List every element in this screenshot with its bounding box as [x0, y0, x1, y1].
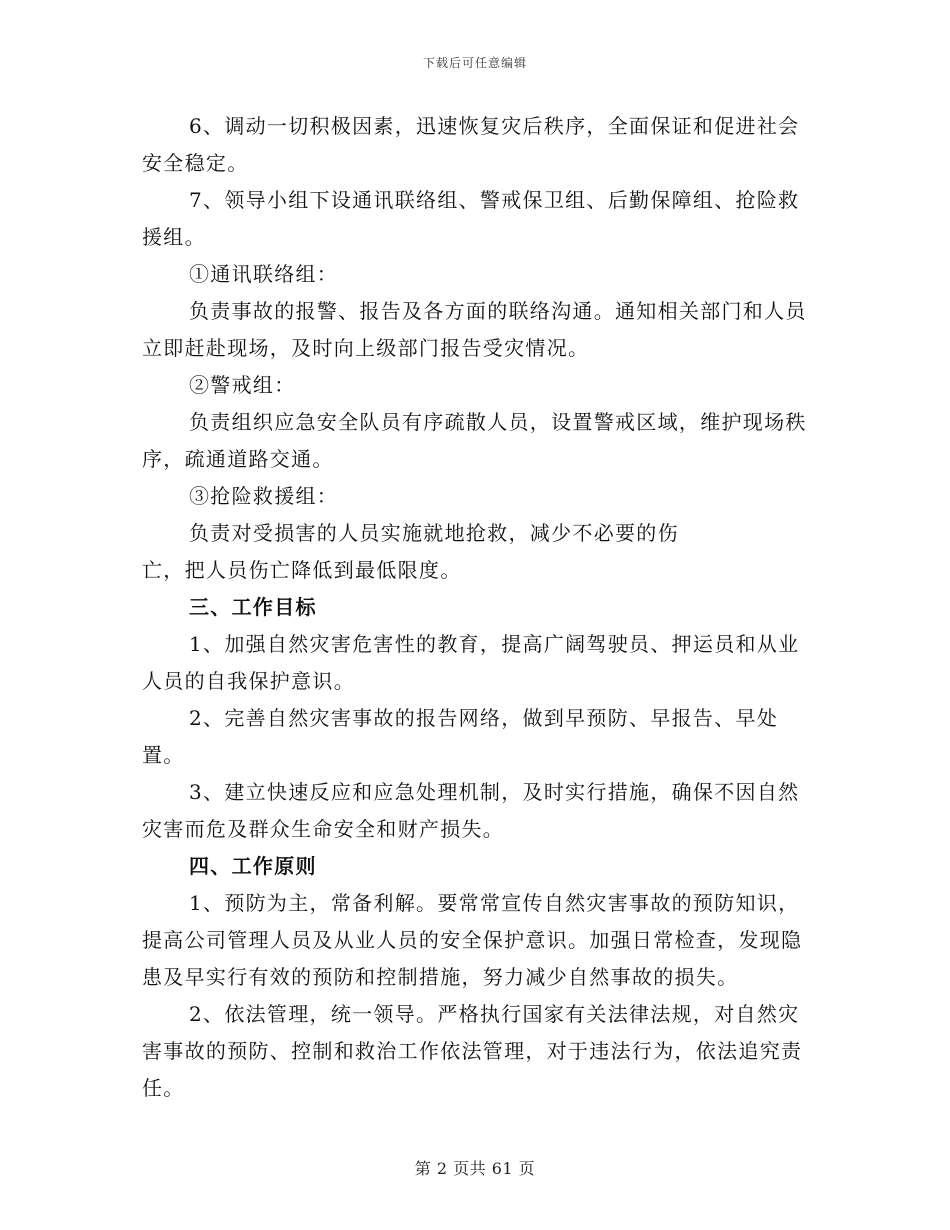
- section-heading-principles: 四、工作原则: [189, 854, 317, 878]
- paragraph-communication-duty: 负责事故的报警、报告及各方面的联络沟通。通知相关部门和人员立即赶赴现场，及时向上级部门报告受灾情况。: [142, 299, 807, 360]
- section-heading-goals: 三、工作目标: [189, 595, 317, 619]
- subheading-security-group: ②警戒组：: [189, 373, 296, 397]
- subheading-rescue-group: ③抢险救援组：: [189, 484, 339, 508]
- paragraph-rescue-duty-continued: 亡，把人员伤亡降低到最低限度。: [142, 558, 462, 582]
- subheading-communication-group: ①通讯联络组：: [189, 262, 339, 286]
- page-header: 下载后可任意编辑: [422, 56, 527, 70]
- paragraph-goal-3: 3、建立快速反应和应急处理机制，及时实行措施，确保不因自然灾害而危及群众生命安全和财产损失。: [142, 780, 800, 841]
- paragraph-security-duty: 负责组织应急安全队员有序疏散人员，设置警戒区域，维护现场秩序，疏通道路交通。: [142, 410, 807, 471]
- document-body: [142, 108, 818, 1107]
- paragraph-goal-1: 1、加强自然灾害危害性的教育，提高广阔驾驶员、押运员和从业人员的自我保护意识。: [142, 632, 800, 693]
- paragraph-principle-2: 2、依法管理，统一领导。严格执行国家有关法律法规，对自然灾害事故的预防、控制和救治工作依法管理，对于违法行为，依法追究责任。: [142, 1002, 803, 1100]
- page-number-footer: 第 2 页共 61 页: [414, 1159, 536, 1178]
- paragraph-rescue-duty: 负责对受损害的人员实施就地抢救，减少不必要的伤: [189, 521, 679, 545]
- paragraph-item-6: 6、调动一切积极因素，迅速恢复灾后秩序，全面保证和促进社会安全稳定。: [142, 114, 800, 175]
- paragraph-principle-1: 1、预防为主，常备利解。要常常宣传自然灾害事故的预防知识，提高公司管理人员及从业人员的安全保护意识。加强日常检查，发现隐患及早实行有效的预防和控制措施，努力减少自然事故的损失。: [142, 891, 803, 989]
- paragraph-goal-2: 2、完善自然灾害事故的报告网络，做到早预防、早报告、早处置。: [142, 706, 779, 767]
- paragraph-item-7: 7、领导小组下设通讯联络组、警戒保卫组、后勤保障组、抢险救援组。: [142, 188, 800, 249]
